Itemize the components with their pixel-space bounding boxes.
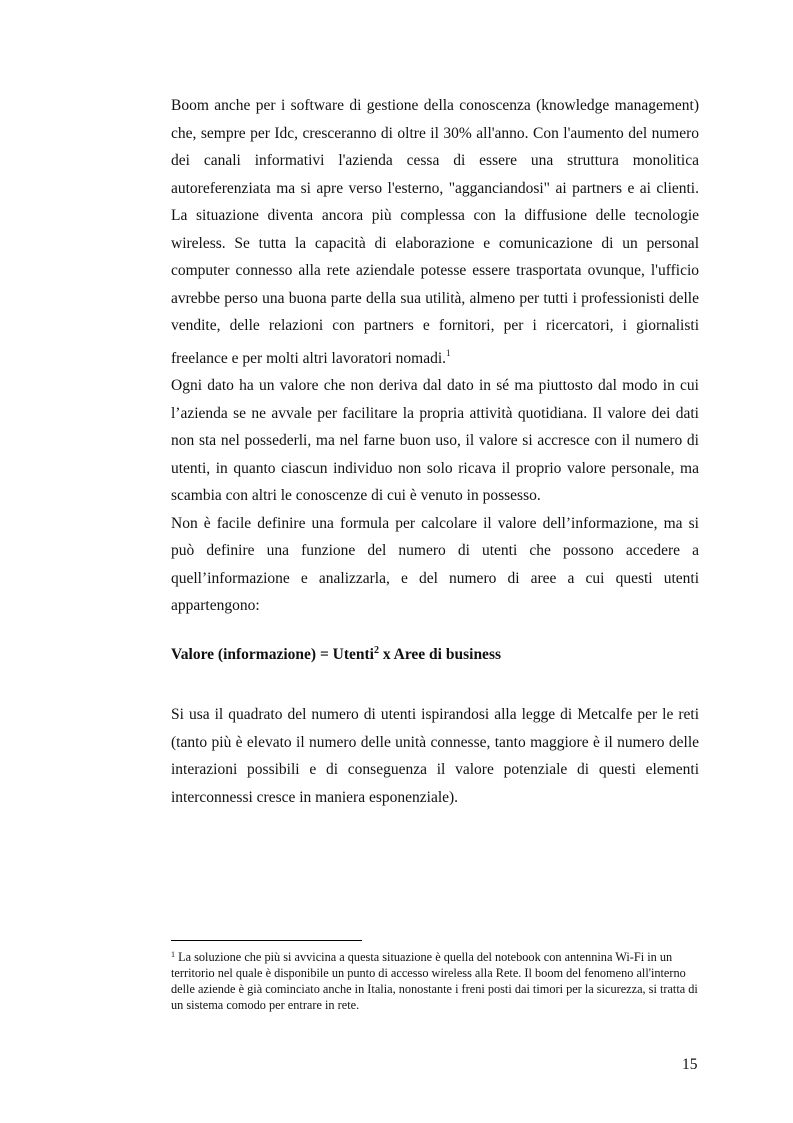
main-text bbox=[171, 92, 699, 620]
footnote-separator bbox=[171, 940, 362, 941]
paragraph-3: Non è facile definire una formula per calcolare il valore dell’informazione, ma si può definire una funzione del numero di utenti che possono accedere a quell’informazione e analizzarla, e del numero di aree a cui questi utenti appartengono: bbox=[171, 514, 699, 614]
paragraph-1-text: Boom anche per i software di gestione della conoscenza (knowledge management) che, sempre per Idc, cresceranno di oltre il 30% all'anno. Con l'aumento del numero dei canali informativi l'azienda cessa di essere una struttura monolitica autoreferenziata ma si apre verso l'esterno, "agganciandosi" ai partners e ai clienti. La situazione diventa ancora più complessa con la diffusione delle tecnologie wireless. Se tutta la capacità di elaborazione e comunicazione di un personal computer connesso alla rete aziendale potesse essere trasportata ovunque, l'ufficio avrebbe perso una buona parte della sua utilità, almeno per tutti i professionisti delle vendite, delle relazioni con partners e fornitori, per i ricercatori, i giornalisti freelance e per molti altri lavoratori nomadi. bbox=[171, 97, 699, 367]
formula bbox=[171, 645, 501, 664]
formula-left: Valore (informazione) = Utenti bbox=[171, 646, 374, 663]
footnote-text: La soluzione che più si avvicina a questa situazione è quella del notebook con antennina Wi-Fi in un territorio nel quale è disponibile un punto di accesso wireless alla Rete. Il boom del fenomeno all'interno delle aziende è già cominciato anche in Italia, nonostante i freni posti dai timori per la sicurezza, si tratta di un sistema comodo per entrare in rete. bbox=[171, 950, 698, 1012]
paragraph-1 bbox=[171, 92, 699, 372]
footnote-number: 1 bbox=[171, 950, 175, 959]
formula-exponent: 2 bbox=[373, 645, 379, 656]
paragraph-4: Si usa il quadrato del numero di utenti ispirandosi alla legge di Metcalfe per le reti (tanto più è elevato il numero delle unità connesse, tanto maggiore è il numero delle interazioni possibili e di conseguenza il valore potenziale di questi elementi interconnessi cresce in maniera esponenziale). bbox=[171, 706, 699, 806]
paragraph-2: Ogni dato ha un valore che non deriva dal dato in sé ma piuttosto dal modo in cui l’azienda se ne avvale per facilitare la propria attività quotidiana. Il valore dei dati non sta nel possederli, ma nel farne buon uso, il valore si accresce con il numero di utenti, in quanto ciascun individuo non solo ricava il proprio valore personale, ma scambia con altri le conoscenze di cui è venuto in possesso. bbox=[171, 377, 699, 504]
footnote bbox=[171, 947, 701, 1013]
page-number: 15 bbox=[682, 1056, 698, 1073]
footnote-reference: 1 bbox=[446, 347, 451, 358]
formula-right: x Aree di business bbox=[378, 646, 502, 663]
